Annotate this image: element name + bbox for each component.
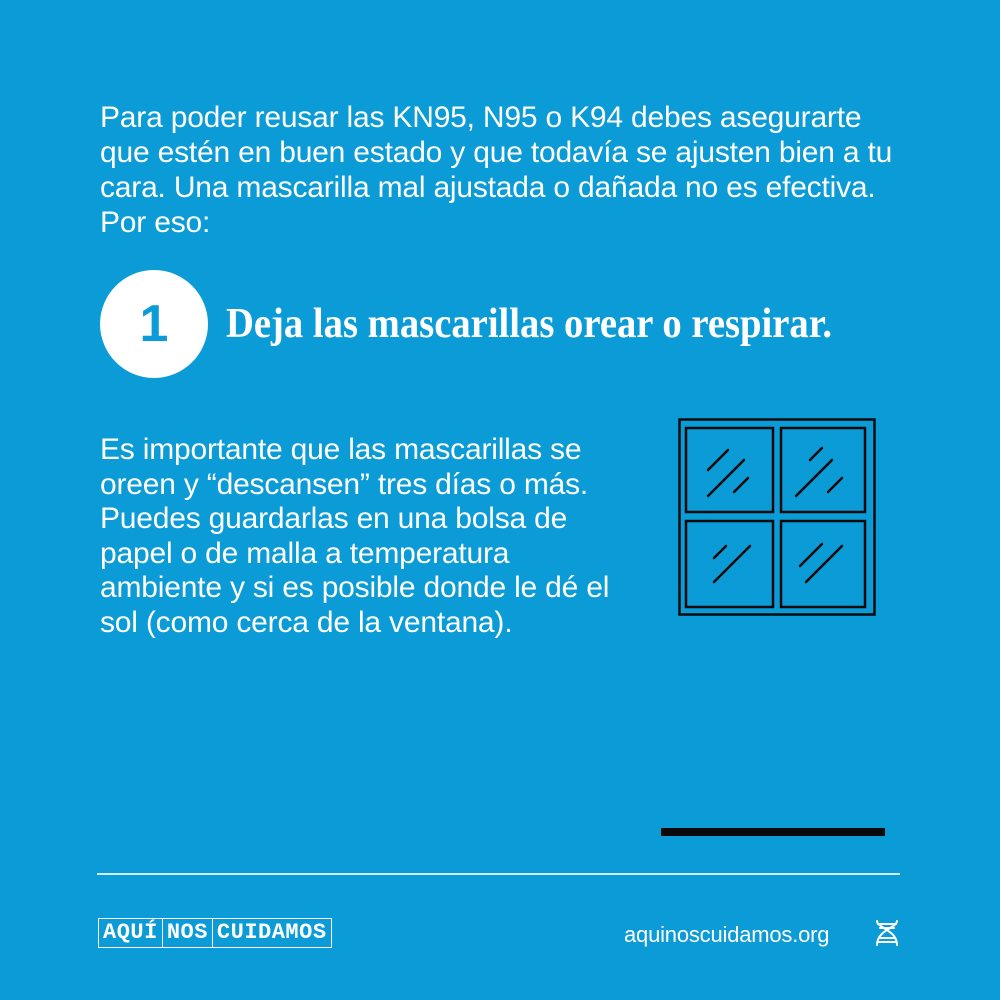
body-text: Es importante que las mascarillas se oreen y “descansen” tres días o más. Puedes guardarlas en una bolsa de papel o de malla a temperatura ambiente y si es posible donde le dé el sol (como cerca de la ventana). [100,433,610,639]
accent-bar [661,828,885,836]
brand-word: CUIDAMOS [212,919,331,947]
window-icon [678,418,876,616]
brand-logo [98,918,332,948]
footer-divider [97,873,900,875]
step-number-badge [100,270,208,378]
step-title: Deja las mascarillas orear o respirar. [226,301,832,347]
step-number: 1 [139,295,169,353]
brand-word: NOS [162,919,212,947]
brand-word: AQUÍ [103,920,158,945]
site-url[interactable]: aquinoscuidamos.org [624,922,830,947]
intro-text: Para poder reusar las KN95, N95 o K94 debes asegurarte que estén en buen estado y que todavía se ajusten bien a tu cara. Una mascarilla mal ajustada o dañada no es efectiva. Por eso: [100,101,893,239]
dna-icon [872,918,902,948]
